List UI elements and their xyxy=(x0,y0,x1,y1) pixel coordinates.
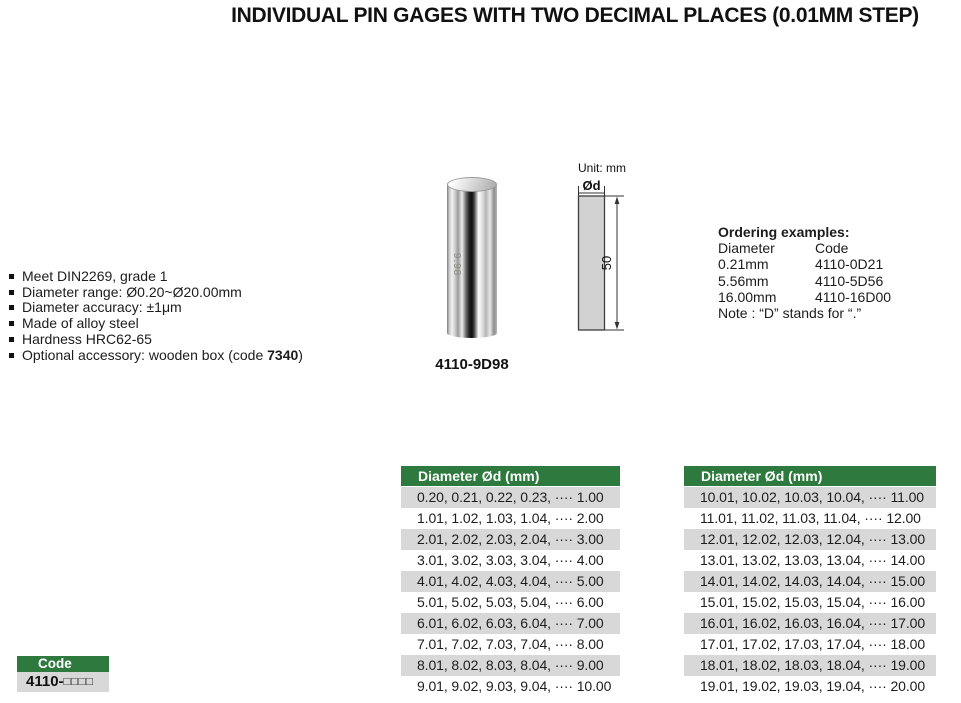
ordering-row xyxy=(718,273,891,289)
feature-text: Hardness HRC62-65 xyxy=(22,330,152,347)
ordering-note: Note : “D” stands for “.” xyxy=(718,305,862,322)
ordering-code: 4110-5D56 xyxy=(815,272,884,289)
table-row: 13.01, 13.02, 13.03, 13.04, ···· 14.00 xyxy=(700,552,926,568)
feature-text: Made of alloy steel xyxy=(22,315,139,332)
table-row: 2.01, 2.02, 2.03, 2.04, ···· 3.00 xyxy=(401,529,620,550)
table-row: 19.01, 19.02, 19.03, 19.04, ···· 20.00 xyxy=(700,678,926,694)
ordering-diameter: 16.00mm xyxy=(718,288,777,305)
table-row: 6.01, 6.02, 6.03, 6.04, ···· 7.00 xyxy=(401,613,620,634)
table-row: 11.01, 11.02, 11.03, 11.04, ···· 12.00 xyxy=(700,510,921,526)
ordering-row xyxy=(718,289,891,305)
technical-drawing xyxy=(565,155,640,345)
ordering-title: Ordering examples: xyxy=(718,224,850,240)
ordering-columns xyxy=(718,240,891,256)
ordering-code: 4110-0D21 xyxy=(815,256,884,273)
ordering-diameter: 0.21mm xyxy=(718,256,769,273)
table-row: 16.01, 16.02, 16.03, 16.04, ···· 17.00 xyxy=(684,613,936,634)
code-placeholder-squares: □□□□ xyxy=(63,676,94,688)
accessory-prefix: Optional accessory: wooden box (code xyxy=(22,346,268,363)
code-box xyxy=(17,656,109,692)
accessory-suffix: ) xyxy=(298,346,303,363)
arrow-down-icon xyxy=(615,322,620,330)
feature-item xyxy=(9,269,303,285)
pin-top-cap xyxy=(447,177,497,192)
feature-item xyxy=(9,332,303,348)
feature-item xyxy=(9,285,303,301)
diameter-table-right xyxy=(684,466,936,697)
accessory-code: 7340 xyxy=(267,346,299,363)
table-row: 14.01, 14.02, 14.03, 14.04, ···· 15.00 xyxy=(684,571,936,592)
page-title: INDIVIDUAL PIN GAGES WITH TWO DECIMAL PLACES (0.01MM STEP) xyxy=(231,4,919,27)
table-row: 3.01, 3.02, 3.03, 3.04, ···· 4.00 xyxy=(417,552,604,568)
table-row: 5.01, 5.02, 5.03, 5.04, ···· 6.00 xyxy=(417,594,604,610)
ordering-diameter: 5.56mm xyxy=(718,272,769,289)
table-row: 9.01, 9.02, 9.03, 9.04, ···· 10.00 xyxy=(417,678,612,694)
ordering-examples xyxy=(718,224,891,321)
unit-label: Unit: mm xyxy=(578,161,626,175)
feature-text: Meet DIN2269, grade 1 xyxy=(22,268,168,284)
code-box-value xyxy=(17,672,109,692)
table-header: Diameter Ød (mm) xyxy=(401,466,620,487)
ordering-code: 4110-16D00 xyxy=(815,288,892,305)
length-dim-label: 50 xyxy=(599,255,614,271)
table-row: 4.01, 4.02, 4.03, 4.04, ···· 5.00 xyxy=(401,571,620,592)
feature-list xyxy=(9,269,303,363)
bullet-square-icon xyxy=(9,274,14,279)
bullet-square-icon xyxy=(9,337,14,342)
arrow-up-icon xyxy=(615,197,620,205)
product-code-label: 4110-9D98 xyxy=(435,356,509,373)
ordering-col-code: Code xyxy=(815,240,849,257)
table-row: 10.01, 10.02, 10.03, 10.04, ···· 11.00 xyxy=(684,487,936,508)
table-row: 0.20, 0.21, 0.22, 0.23, ···· 1.00 xyxy=(401,487,620,508)
table-row: 1.01, 1.02, 1.03, 1.04, ···· 2.00 xyxy=(417,510,604,526)
table-row: 15.01, 15.02, 15.03, 15.04, ···· 16.00 xyxy=(700,594,926,610)
feature-text: Diameter range: Ø0.20~Ø20.00mm xyxy=(22,283,242,300)
diameter-table-left xyxy=(401,466,620,697)
feature-text: Diameter accuracy: ±1μm xyxy=(22,299,182,316)
table-row: 7.01, 7.02, 7.03, 7.04, ···· 8.00 xyxy=(417,636,604,652)
bullet-square-icon xyxy=(9,353,14,358)
table-row: 18.01, 18.02, 18.03, 18.04, ···· 19.00 xyxy=(684,655,936,676)
table-row: 8.01, 8.02, 8.03, 8.04, ···· 9.00 xyxy=(401,655,620,676)
table-row: 12.01, 12.02, 12.03, 12.04, ···· 13.00 xyxy=(684,529,936,550)
feature-text xyxy=(22,348,303,364)
bullet-square-icon xyxy=(9,305,14,310)
feature-item xyxy=(9,316,303,332)
feature-item-accessory xyxy=(9,348,303,364)
code-prefix: 4110- xyxy=(26,673,64,690)
ordering-col-diameter: Diameter xyxy=(718,240,775,257)
ordering-row xyxy=(718,256,891,272)
diameter-dim-label: Ød xyxy=(582,178,601,193)
feature-item xyxy=(9,300,303,316)
table-row: 17.01, 17.02, 17.03, 17.04, ···· 18.00 xyxy=(700,636,926,652)
table-header: Diameter Ød (mm) xyxy=(684,466,936,487)
code-box-header: Code xyxy=(17,656,109,672)
pin-marking: 9.98 xyxy=(451,252,463,277)
bullet-square-icon xyxy=(9,321,14,326)
bullet-square-icon xyxy=(9,290,14,295)
pin-gage-photo xyxy=(447,177,497,338)
